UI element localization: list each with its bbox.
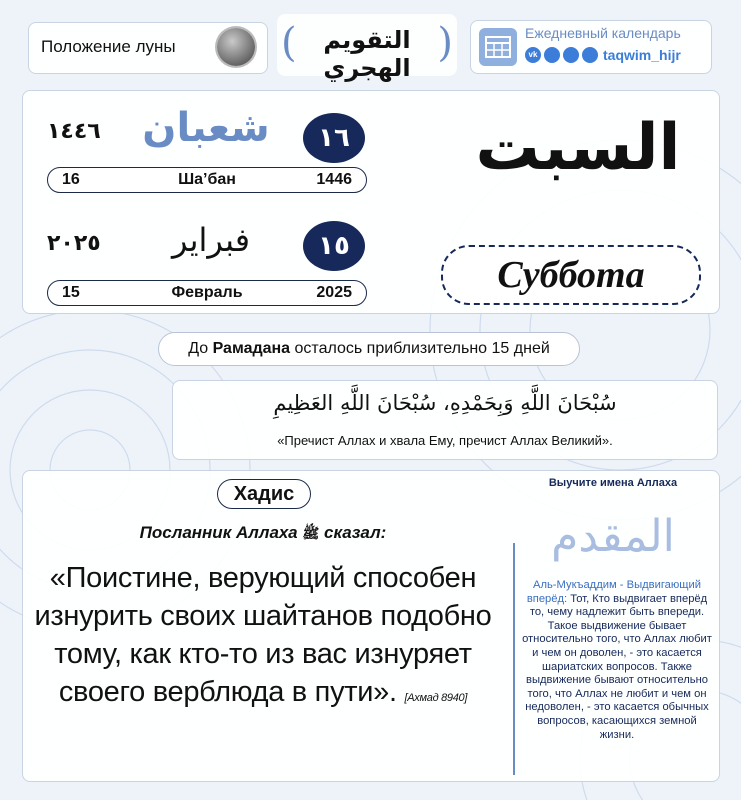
name-description-head: Аль-Мукъаддим - Выдвигающий вперёд: xyxy=(526,579,701,605)
hijri-year-arabic: ١٤٤٦ xyxy=(47,119,101,144)
calendar-title-card xyxy=(277,14,457,82)
hijri-date-pill xyxy=(47,167,367,193)
dhikr-arabic: سُبْحَانَ اللَّهِ وَبِحَمْدِهِ، سُبْحَانَ اللَّهِ العَظِيمِ xyxy=(273,391,617,415)
weekday-box xyxy=(441,245,701,305)
moon-label: Положение луны xyxy=(41,37,176,56)
calendar-title-arabic: التقويم الهجري xyxy=(323,26,411,82)
hadith-intro-b: сказал: xyxy=(324,523,387,542)
names-divider xyxy=(513,543,515,775)
gregorian-month-arabic: فبراير xyxy=(171,221,251,259)
hijri-month: Ша’бан xyxy=(178,171,236,188)
countdown-prefix: До xyxy=(188,340,213,357)
gregorian-year: 2025 xyxy=(316,284,352,301)
gregorian-day: 15 xyxy=(62,284,80,301)
hadith-text xyxy=(33,559,493,717)
gregorian-year-arabic: ٢٠٢٥ xyxy=(47,231,101,256)
hadith-intro xyxy=(23,523,503,545)
bracket-left-icon: ( xyxy=(281,20,297,66)
vk-icon[interactable]: vk xyxy=(525,47,541,63)
hijri-day: 16 xyxy=(62,171,80,188)
hadith-card xyxy=(22,470,720,782)
brand-handle[interactable]: taqwim_hijr xyxy=(603,47,681,63)
countdown-suffix: осталось приблизительно 15 дней xyxy=(290,340,550,357)
names-title: Выучите имена Аллаха xyxy=(548,477,678,489)
hadith-label-pill xyxy=(217,479,311,509)
hadith-source: [Ахмад 8940] xyxy=(404,692,468,704)
brand-title: Ежедневный календарь xyxy=(525,25,681,41)
hijri-day-arabic: ١٦ xyxy=(318,123,350,153)
moon-card xyxy=(28,22,268,74)
hadith-label: Хадис xyxy=(233,482,295,505)
hijri-month-arabic: شعبان xyxy=(142,105,270,151)
countdown-event: Рамадана xyxy=(212,340,291,357)
brand-card[interactable] xyxy=(470,20,712,74)
date-card xyxy=(22,90,720,314)
gregorian-day-arabic: ١٥ xyxy=(318,231,350,261)
whatsapp-icon[interactable] xyxy=(563,47,579,63)
name-arabic: المقدم xyxy=(551,511,675,562)
hijri-year: 1446 xyxy=(316,171,352,188)
ramadan-countdown xyxy=(158,332,580,366)
gregorian-date-pill xyxy=(47,280,367,306)
calendar-grid-icon xyxy=(479,28,517,66)
weekday-arabic: السبت xyxy=(475,111,681,185)
salawat-glyph: ﷺ xyxy=(302,526,320,542)
gregorian-day-badge xyxy=(303,221,365,271)
name-description-body: Тот, Кто выдвигает вперёд то, чему надлежит быть впереди. Такое выдвижение бывает относительно того, что Аллах любит и чем он доволен, - это касается шариатских вопросов. Также выдвижение бывают относительно того, что Аллах не любит и чем он недоволен, - это касается обычных вопросов, касающихся земной жизни. xyxy=(522,592,712,741)
name-description xyxy=(521,579,713,742)
hijri-day-badge xyxy=(303,113,365,163)
dhikr-card xyxy=(172,380,718,460)
bracket-right-icon: ) xyxy=(437,20,453,66)
hadith-intro-a: Посланник Аллаха xyxy=(139,523,298,542)
gregorian-month: Февраль xyxy=(171,284,243,301)
weekday-russian: Суббота xyxy=(497,254,645,296)
names-panel xyxy=(507,471,719,781)
dhikr-translation: «Пречист Аллах и хвала Ему, пречист Аллах Великий». xyxy=(277,433,613,448)
hadith-body: «Поистине, верующий способен изнурить своих шайтанов подобно тому, как кто-то из вас изнуряет своего верблюда в пути». xyxy=(34,562,492,708)
ok-icon[interactable] xyxy=(544,47,560,63)
moon-icon xyxy=(217,28,255,66)
telegram-icon[interactable] xyxy=(582,47,598,63)
